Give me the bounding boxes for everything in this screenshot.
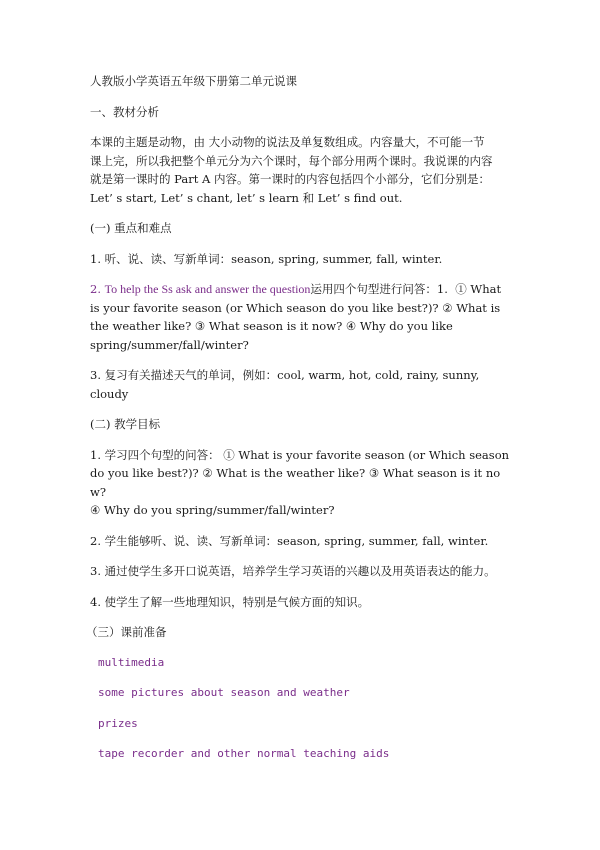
key-point-2-rest: 运用四个句型进行问答：1. ① What	[310, 282, 502, 296]
goal-1-line: 1. 学习四个句型的问答： ① What is your favorite season (or Which season	[90, 447, 510, 462]
goal-1-line: do you like best?)? ② What is the weather like? ③ What season is it now?	[90, 466, 501, 499]
prep-item-pictures: some pictures about season and weather	[98, 686, 350, 699]
key-point-2-first-line	[90, 280, 515, 299]
document-title: 人教版小学英语五年级下册第二单元说课	[90, 74, 297, 88]
key-point-2-english: To help the Ss ask and answer the question	[104, 282, 311, 296]
intro-line: 就是第一课时的 Part A 内容。第一课时的内容包括四个小部分，它们分别是：	[90, 172, 490, 186]
goal-1	[90, 446, 515, 520]
section-heading-textbook-analysis: 一、教材分析	[90, 104, 159, 119]
intro-line: 课上完，所以我把整个单元分为六个课时，每个部分用两个课时。我说课的内容	[90, 153, 493, 168]
prep-item-multimedia: multimedia	[98, 655, 165, 669]
goals-heading: (二) 教学目标	[90, 417, 161, 431]
key-point-2-line: the weather like? ③ What season is it now? ④ Why do you like	[90, 319, 453, 333]
goal-4: 4. 使学生了解一些地理知识，特别是气候方面的知识。	[90, 594, 370, 609]
goal-1-line: ④ Why do you spring/summer/fall/winter?	[90, 503, 335, 517]
key-point-2-line: is your favorite season (or Which season do you like best?)? ② What is	[90, 300, 501, 315]
prep-item-prizes: prizes	[98, 716, 138, 730]
goal-2: 2. 学生能够听、说、读、写新单词：season, spring, summer, fall, winter.	[90, 533, 489, 548]
intro-paragraph	[90, 133, 515, 207]
key-point-2	[90, 280, 515, 354]
intro-line: Let’ s start, Let’ s chant, let’ s learn 和 Let’ s find out.	[90, 190, 403, 205]
key-point-1: 1. 听、说、读、写新单词：season, spring, summer, fall, winter.	[90, 251, 443, 266]
document-page	[86, 72, 515, 776]
prep-heading: （三）课前准备	[86, 625, 167, 639]
key-points-heading: (一) 重点和难点	[90, 221, 172, 235]
prep-item-teaching-aids: tape recorder and other normal teaching aids	[98, 747, 390, 760]
goal-3: 3. 通过使学生多开口说英语，培养学生学习英语的兴趣以及用英语表达的能力。	[90, 564, 496, 578]
key-point-2-prefix: 2.	[90, 282, 105, 296]
key-point-2-line: spring/summer/fall/winter?	[90, 337, 249, 352]
intro-line: 本课的主题是动物，由 大小动物的说法及单复数组成。内容量大，不可能一节	[90, 135, 485, 149]
key-point-3	[90, 366, 515, 403]
key-point-3-line: 3. 复习有关描述天气的单词，例如：cool, warm, hot, cold, rainy, sunny,	[90, 368, 480, 382]
key-point-3-line: cloudy	[90, 386, 129, 401]
